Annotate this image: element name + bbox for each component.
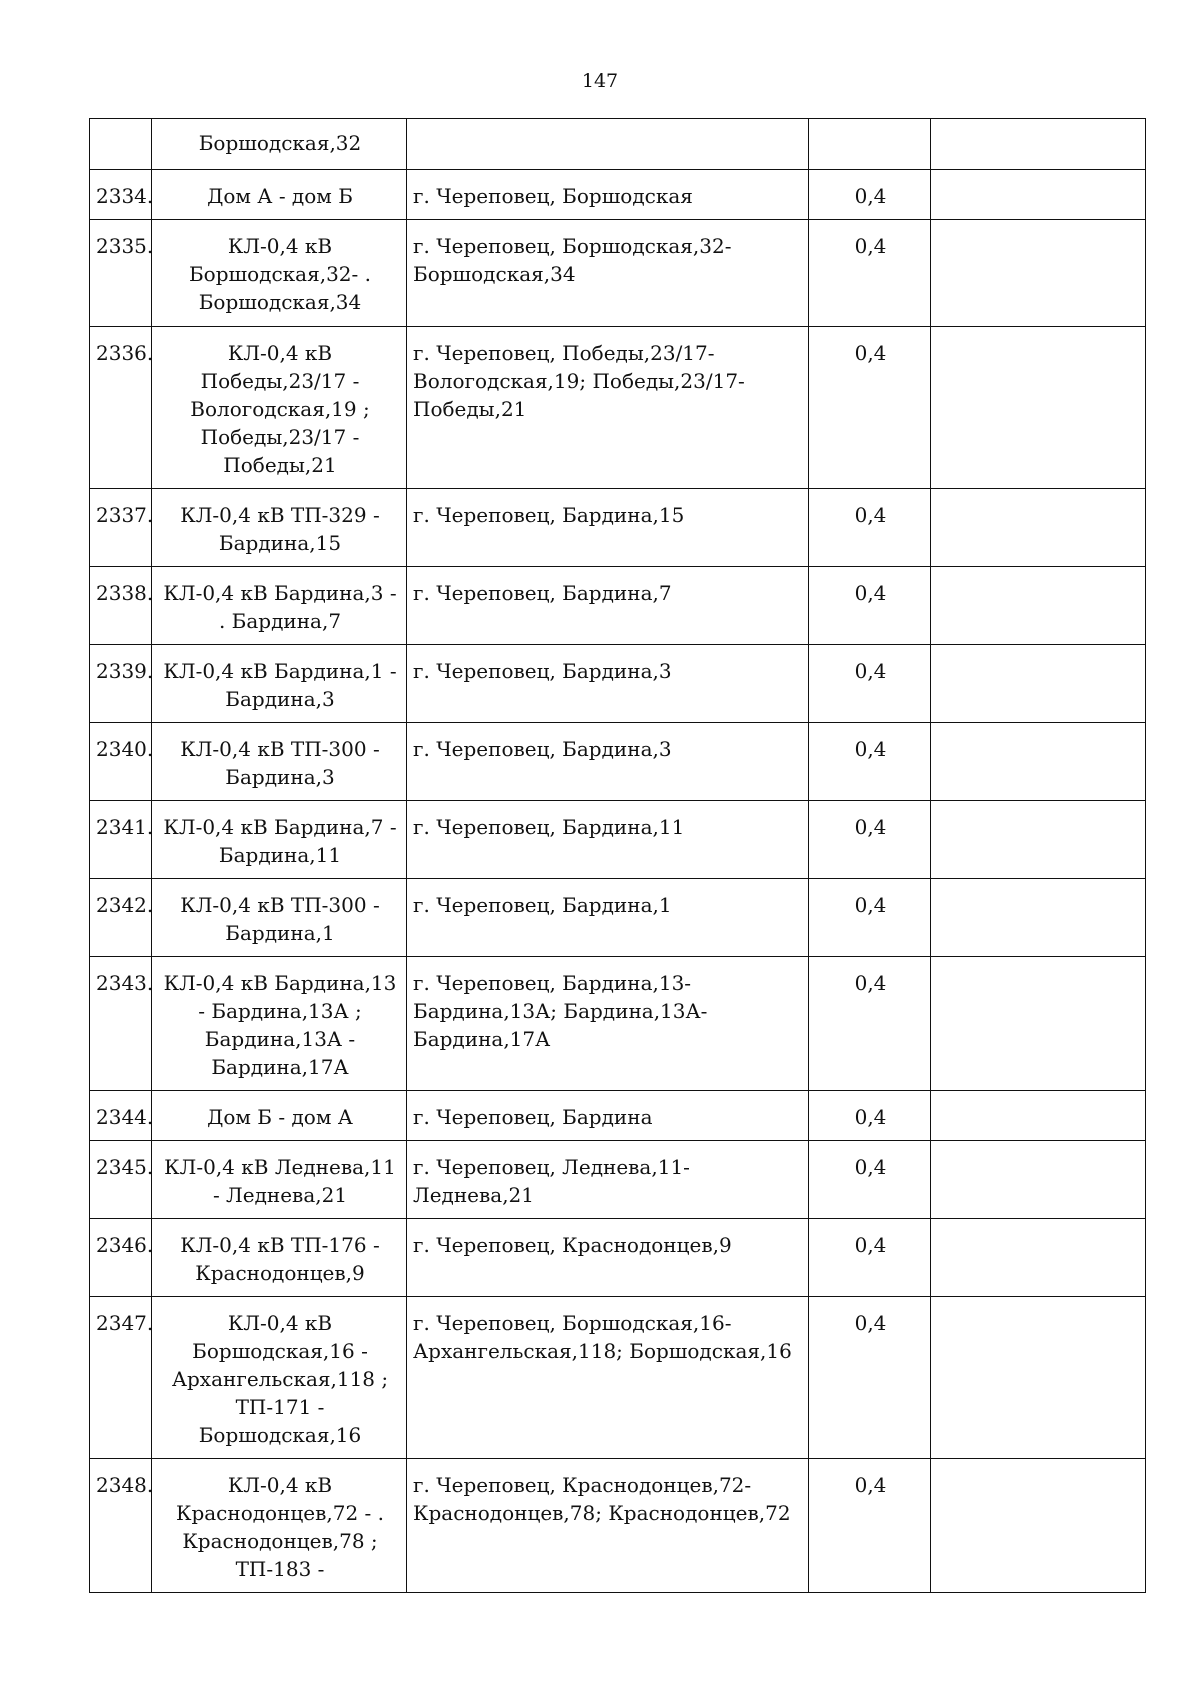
table-row	[90, 567, 1146, 645]
address-cell: г. Череповец, Боршодская	[407, 170, 809, 220]
address-cell: г. Череповец, Краснодонцев,9	[407, 1219, 809, 1297]
address-cell: г. Череповец, Боршодская,16- Архангельская,118; Боршодская,16	[407, 1297, 809, 1459]
empty-cell	[931, 645, 1146, 723]
table-row	[90, 1141, 1146, 1219]
empty-cell	[931, 957, 1146, 1091]
table-row	[90, 489, 1146, 567]
empty-cell	[931, 723, 1146, 801]
object-name-cell: КЛ-0,4 кВ Победы,23/17 - Вологодская,19 ; Победы,23/17 - Победы,21	[152, 327, 407, 489]
empty-cell	[931, 1091, 1146, 1141]
address-cell: г. Череповец, Победы,23/17- Вологодская,19; Победы,23/17- Победы,21	[407, 327, 809, 489]
register-table-body	[90, 119, 1146, 1593]
empty-cell	[931, 879, 1146, 957]
empty-cell	[931, 1219, 1146, 1297]
object-name-cell: КЛ-0,4 кВ Боршодская,32- . Боршодская,34	[152, 220, 407, 327]
voltage-cell: 0,4	[809, 567, 931, 645]
object-name-cell: КЛ-0,4 кВ ТП-300 - Бардина,3	[152, 723, 407, 801]
table-row	[90, 1091, 1146, 1141]
table-row	[90, 1297, 1146, 1459]
table-row	[90, 1219, 1146, 1297]
voltage-cell: 0,4	[809, 723, 931, 801]
address-cell: г. Череповец, Бардина	[407, 1091, 809, 1141]
voltage-cell: 0,4	[809, 1297, 931, 1459]
object-name-cell: КЛ-0,4 кВ Краснодонцев,72 - . Краснодонцев,78 ; ТП-183 -	[152, 1459, 407, 1593]
voltage-cell: 0,4	[809, 220, 931, 327]
address-cell: г. Череповец, Леднева,11-Леднева,21	[407, 1141, 809, 1219]
table-row	[90, 220, 1146, 327]
table-row	[90, 645, 1146, 723]
address-cell	[407, 119, 809, 170]
object-name-cell: КЛ-0,4 кВ Бардина,13 - Бардина,13А ; Бардина,13А - Бардина,17А	[152, 957, 407, 1091]
address-cell: г. Череповец, Бардина,11	[407, 801, 809, 879]
voltage-cell: 0,4	[809, 801, 931, 879]
row-number-cell: 2334.	[90, 170, 152, 220]
address-cell: г. Череповец, Бардина,1	[407, 879, 809, 957]
object-name-cell: КЛ-0,4 кВ Леднева,11 - Леднева,21	[152, 1141, 407, 1219]
voltage-cell: 0,4	[809, 1219, 931, 1297]
row-number-cell: 2347.	[90, 1297, 152, 1459]
object-name-cell: КЛ-0,4 кВ ТП-176 - Краснодонцев,9	[152, 1219, 407, 1297]
voltage-cell: 0,4	[809, 879, 931, 957]
row-number-cell: 2340.	[90, 723, 152, 801]
row-number-cell: 2339.	[90, 645, 152, 723]
address-cell: г. Череповец, Краснодонцев,72- Краснодонцев,78; Краснодонцев,72	[407, 1459, 809, 1593]
empty-cell	[931, 327, 1146, 489]
row-number-cell: 2345.	[90, 1141, 152, 1219]
address-cell: г. Череповец, Бардина,15	[407, 489, 809, 567]
empty-cell	[931, 119, 1146, 170]
row-number-cell: 2337.	[90, 489, 152, 567]
object-name-cell: КЛ-0,4 кВ ТП-300 - Бардина,1	[152, 879, 407, 957]
empty-cell	[931, 220, 1146, 327]
voltage-cell	[809, 119, 931, 170]
object-name-cell: Боршодская,32	[152, 119, 407, 170]
row-number-cell: 2344.	[90, 1091, 152, 1141]
empty-cell	[931, 170, 1146, 220]
table-row	[90, 723, 1146, 801]
object-name-cell: Дом Б - дом А	[152, 1091, 407, 1141]
table-row	[90, 879, 1146, 957]
object-name-cell: КЛ-0,4 кВ Боршодская,16 - Архангельская,118 ; ТП-171 - Боршодская,16	[152, 1297, 407, 1459]
address-cell: г. Череповец, Бардина,13- Бардина,13А; Бардина,13А- Бардина,17А	[407, 957, 809, 1091]
row-number-cell: 2342.	[90, 879, 152, 957]
voltage-cell: 0,4	[809, 1459, 931, 1593]
address-cell: г. Череповец, Бардина,3	[407, 645, 809, 723]
page-number: 147	[581, 70, 619, 92]
table-row	[90, 119, 1146, 170]
object-name-cell: КЛ-0,4 кВ Бардина,3 - . Бардина,7	[152, 567, 407, 645]
empty-cell	[931, 489, 1146, 567]
table-row	[90, 1459, 1146, 1593]
row-number-cell: 2343.	[90, 957, 152, 1091]
address-cell: г. Череповец, Боршодская,32- Боршодская,34	[407, 220, 809, 327]
row-number-cell: 2348.	[90, 1459, 152, 1593]
object-name-cell: КЛ-0,4 кВ Бардина,7 - Бардина,11	[152, 801, 407, 879]
empty-cell	[931, 1141, 1146, 1219]
object-name-cell: Дом А - дом Б	[152, 170, 407, 220]
voltage-cell: 0,4	[809, 957, 931, 1091]
voltage-cell: 0,4	[809, 645, 931, 723]
row-number-cell: 2335.	[90, 220, 152, 327]
register-table	[89, 118, 1146, 1593]
voltage-cell: 0,4	[809, 327, 931, 489]
voltage-cell: 0,4	[809, 1141, 931, 1219]
table-row	[90, 170, 1146, 220]
object-name-cell: КЛ-0,4 кВ ТП-329 - Бардина,15	[152, 489, 407, 567]
address-cell: г. Череповец, Бардина,7	[407, 567, 809, 645]
table-row	[90, 327, 1146, 489]
address-cell: г. Череповец, Бардина,3	[407, 723, 809, 801]
voltage-cell: 0,4	[809, 1091, 931, 1141]
voltage-cell: 0,4	[809, 489, 931, 567]
row-number-cell: 2346.	[90, 1219, 152, 1297]
row-number-cell	[90, 119, 152, 170]
row-number-cell: 2341.	[90, 801, 152, 879]
object-name-cell: КЛ-0,4 кВ Бардина,1 - Бардина,3	[152, 645, 407, 723]
empty-cell	[931, 801, 1146, 879]
voltage-cell: 0,4	[809, 170, 931, 220]
empty-cell	[931, 1297, 1146, 1459]
table-row	[90, 957, 1146, 1091]
empty-cell	[931, 567, 1146, 645]
row-number-cell: 2336.	[90, 327, 152, 489]
row-number-cell: 2338.	[90, 567, 152, 645]
table-row	[90, 801, 1146, 879]
empty-cell	[931, 1459, 1146, 1593]
